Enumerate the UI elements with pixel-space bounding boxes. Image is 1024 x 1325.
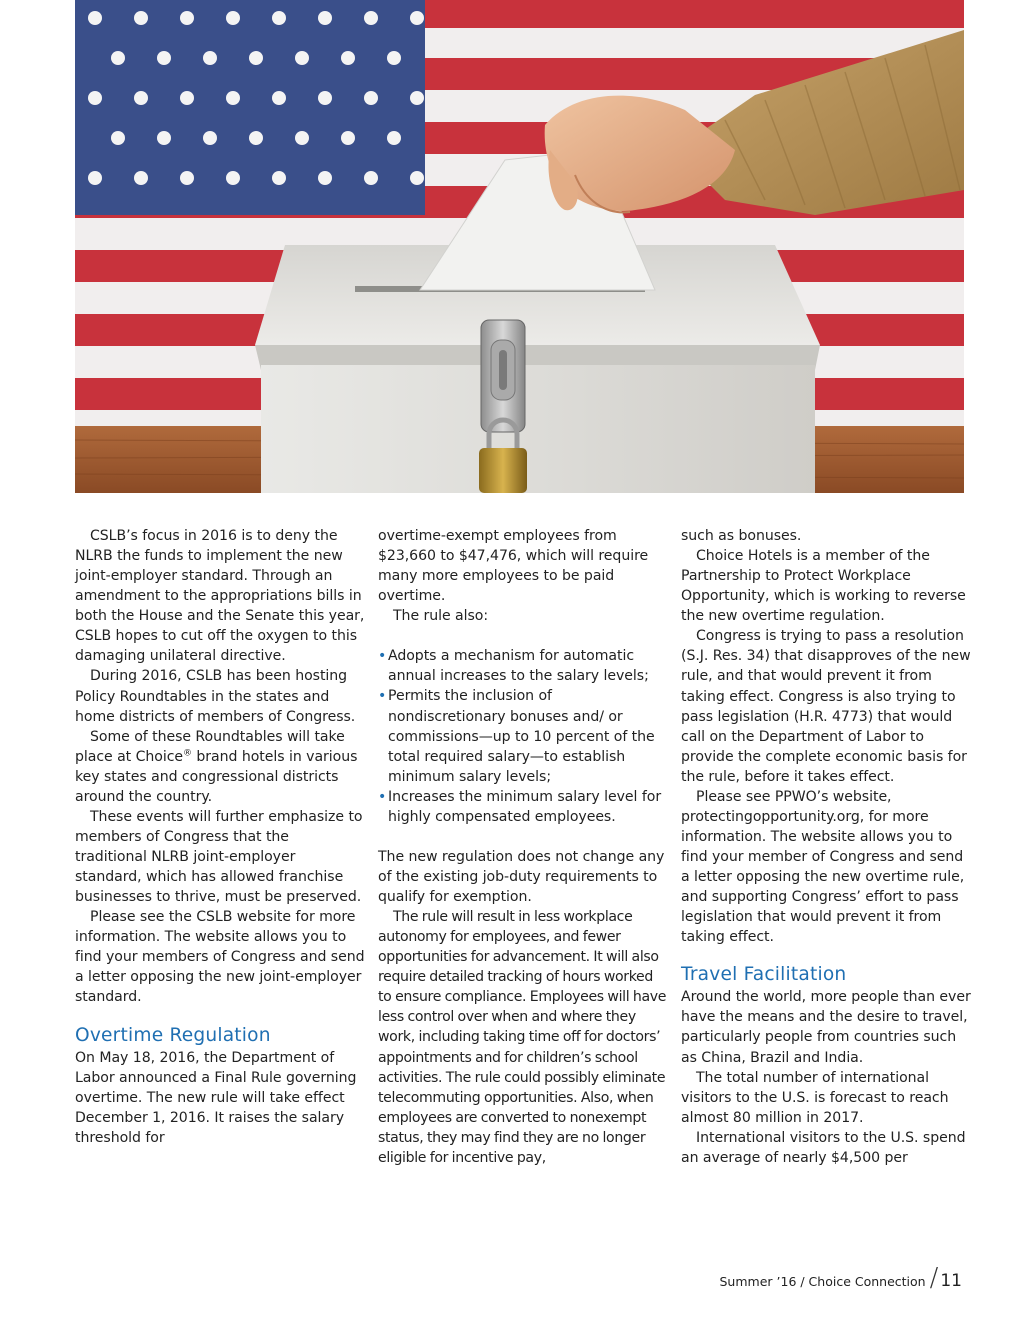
paragraph: During 2016, CSLB has been hosting Policy Roundtables in the states and home districts of members of Congress. <box>75 668 356 725</box>
paragraph: These events will further emphasize to members of Congress that the traditional NLRB joint-employer standard, which has allowed franchise businesses to thrive, must be preserved. <box>75 808 363 906</box>
page-number: 11 <box>940 1271 962 1291</box>
section-heading-travel: Travel Facilitation <box>681 964 847 986</box>
paragraph: On May 18, 2016, the Department of Labor announced a Final Rule governing overtime. The new rule will take effect December 1, 2016. It raises the salary threshold for <box>75 1049 357 1146</box>
paragraph: The total number of international visitors to the U.S. is forecast to reach almost 80 million in 2017. <box>681 1069 949 1126</box>
paragraph: Please see the CSLB website for more information. The website allows you to find your members of Congress and send a letter opposing the new joint-employer standard. <box>75 909 365 1006</box>
section-heading-overtime: Overtime Regulation <box>75 1024 271 1046</box>
paragraph: The rule will result in less workplace autonomy for employees, and fewer opportunities for advancement. It will also require detailed tracking of hours worked to ensure compliance. Employees will have less control over when and where they work, including taking time off for doctors’ appointments and for children’s school activities. The rule could possibly eliminate telecommuting opportunities. Also, when employees are converted to nonexempt status, they may find they are no longer eligible for incentive pay, <box>378 909 667 1166</box>
footer-divider: / <box>929 1263 939 1293</box>
paragraph: CSLB’s focus in 2016 is to deny the NLRB the funds to implement the new joint-employer standard. Through an amendment to the appropriations bills in both the House and the Senate this year, CSLB hopes to cut off the oxygen to this damaging unilateral directive. <box>75 528 365 665</box>
paragraph: Around the world, more people than ever have the means and the desire to travel, particularly people from countries such as China, Brazil and India. <box>681 989 971 1066</box>
paragraph: International visitors to the U.S. spend an average of nearly $4,500 per <box>681 1129 966 1166</box>
page-footer <box>720 1264 963 1292</box>
footer-issue-label: Summer ’16 / Choice Connection <box>719 1274 926 1289</box>
list-item: • Permits the inclusion of nondiscretionary bonuses and/ or commissions—up to 10 percent of the total required salary—to establish minimum salary levels; <box>378 686 668 786</box>
column-3 <box>681 526 971 1168</box>
bullet-list <box>378 646 668 827</box>
hero-photo <box>75 0 964 493</box>
column-1 <box>75 526 365 1148</box>
column-2 <box>378 526 668 1168</box>
paragraph: The new regulation does not change any of the existing job-duty requirements to qualify for exemption. <box>378 848 665 905</box>
paragraph: such as bonuses. <box>681 528 802 544</box>
paragraph: Congress is trying to pass a resolution (S.J. Res. 34) that disapproves of the new rule, and that would prevent it from taking effect. Congress is also trying to pass legislation (H.R. 4773) that would call on the Department of Labor to provide the complete economic basis for the rule, before it takes effect. <box>681 628 971 785</box>
paragraph: Some of these Roundtables will take place at Choice® brand hotels in various key states and congressional districts around the country. <box>75 728 358 805</box>
paragraph: overtime-exempt employees from $23,660 to $47,476, which will require many more employees to be paid overtime. <box>378 528 649 605</box>
paragraph: Please see PPWO’s website, protectingopportunity.org, for more information. The website allows you to find your member of Congress and send a letter opposing the new overtime rule, and supporting Congress’ effort to pass legislation that would prevent it from taking effect. <box>681 788 965 946</box>
list-item: • Adopts a mechanism for automatic annual increases to the salary levels; <box>378 646 668 686</box>
list-item: • Increases the minimum salary level for highly compensated employees. <box>378 787 668 827</box>
paragraph: Choice Hotels is a member of the Partnership to Protect Workplace Opportunity, which is working to reverse the new overtime regulation. <box>681 548 966 625</box>
paragraph: The rule also: <box>393 608 489 625</box>
registered-mark: ® <box>183 748 192 758</box>
